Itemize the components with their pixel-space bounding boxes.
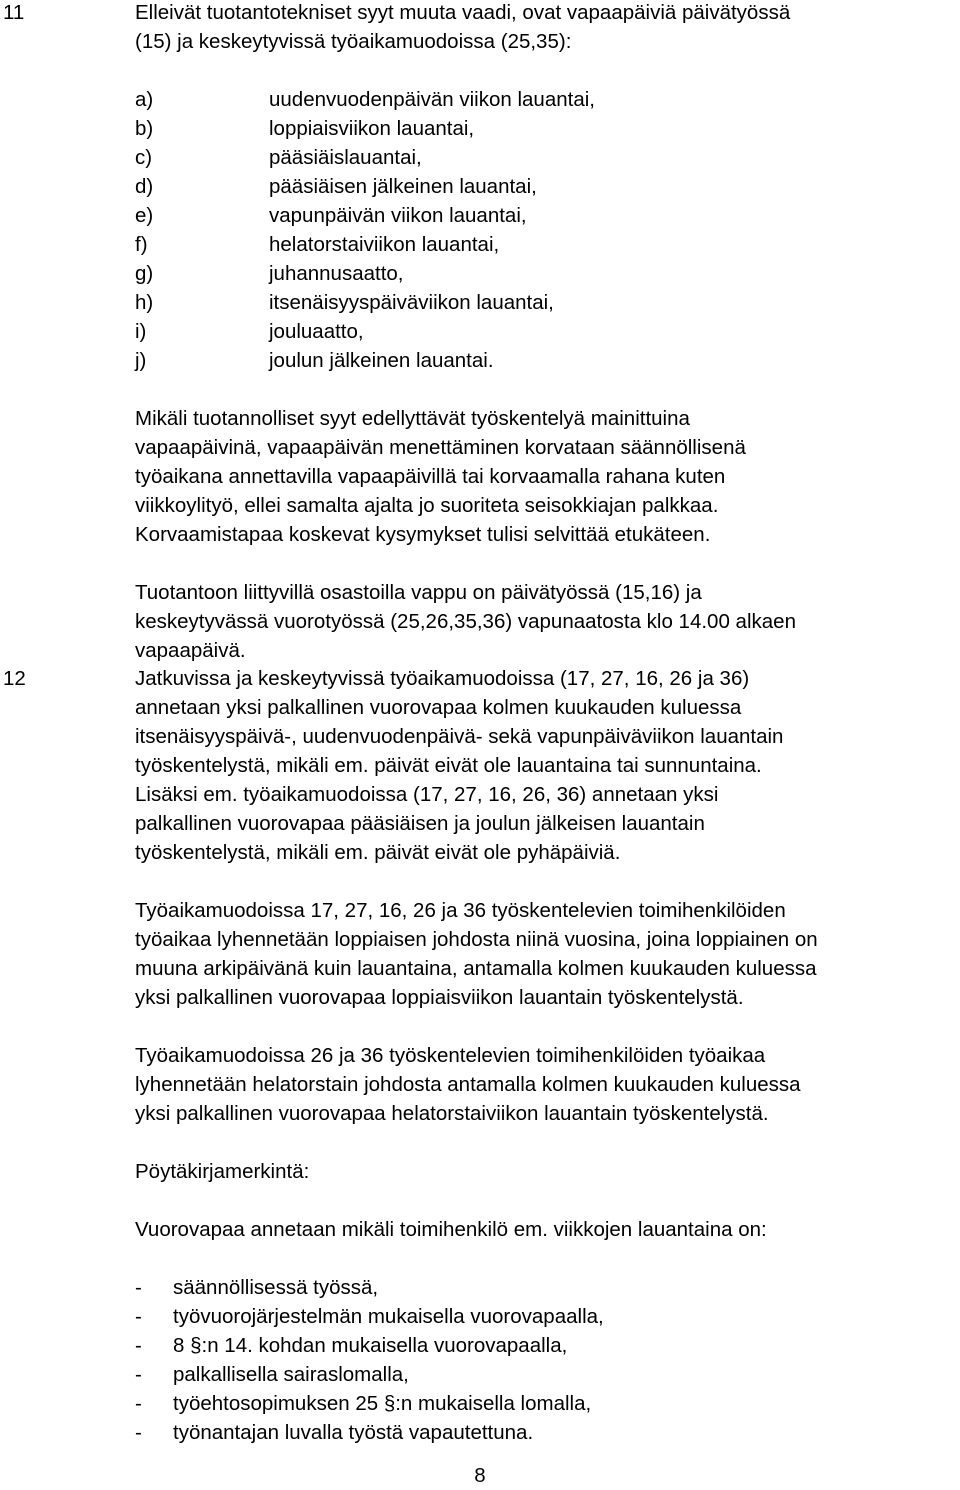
list-item-text: pääsiäisen jälkeinen lauantai, — [269, 175, 537, 198]
list-item-text: helatorstaiviikon lauantai, — [269, 233, 500, 256]
section-11 — [135, 0, 956, 665]
list-item — [135, 1389, 958, 1418]
section-12-number: 12 — [3, 667, 26, 690]
list-item-text: työehtosopimuksen 25 §:n mukaisella lomalla, — [173, 1392, 592, 1415]
list-dash: - — [135, 1363, 142, 1386]
list-item-text: palkallisella sairaslomalla, — [173, 1363, 409, 1386]
section-11-intro-line: (15) ja keskeytyvissä työaikamuodoissa (25,35): — [135, 30, 572, 53]
paragraph-line: Työaikamuodoissa 26 ja 36 työskentelevien toimihenkilöiden työaikaa — [135, 1044, 766, 1067]
note-heading: Pöytäkirjamerkintä: — [135, 1160, 310, 1183]
list-item-text: työvuorojärjestelmän mukaisella vuorovapaalla, — [173, 1305, 604, 1328]
list-item — [135, 1331, 958, 1360]
list-item-text: vapunpäivän viikon lauantai, — [269, 204, 527, 227]
list-item — [135, 114, 956, 143]
list-item — [135, 346, 956, 375]
list-item-label: b) — [135, 117, 154, 140]
list-item — [135, 259, 956, 288]
list-item-label: d) — [135, 175, 154, 198]
paragraph-line: muuna arkipäivänä kuin lauantaina, antamalla kolmen kuukauden kuluessa — [135, 957, 817, 980]
list-item-label: f) — [135, 233, 148, 256]
paragraph-line: vapaapäivinä, vapaapäivän menettäminen korvataan säännöllisenä — [135, 436, 746, 459]
paragraph-line: yksi palkallinen vuorovapaa loppiaisviikon lauantain työskentelystä. — [135, 986, 744, 1009]
list-item-label: h) — [135, 291, 154, 314]
section-11-intro-line: Elleivät tuotantotekniset syyt muuta vaadi, ovat vapaapäiviä päivätyössä — [135, 1, 791, 24]
paragraph-line: Mikäli tuotannolliset syyt edellyttävät työskentelyä mainittuina — [135, 407, 690, 430]
list-dash: - — [135, 1305, 142, 1328]
list-item — [135, 172, 956, 201]
paragraph-line: työskentelystä, mikäli em. päivät eivät ole pyhäpäiviä. — [135, 841, 621, 864]
list-item — [135, 143, 956, 172]
paragraph-line: keskeytyvässä vuorotyössä (25,26,35,36) vapunaatosta klo 14.00 alkaen — [135, 610, 796, 633]
list-item — [135, 288, 956, 317]
list-item — [135, 201, 956, 230]
list-item-label: g) — [135, 262, 154, 285]
list-item-label: i) — [135, 320, 147, 343]
paragraph-line: palkallinen vuorovapaa pääsiäisen ja joulun jälkeisen lauantain — [135, 812, 705, 835]
list-item-label: c) — [135, 146, 153, 169]
list-item-text: loppiaisviikon lauantai, — [269, 117, 475, 140]
list-dash: - — [135, 1421, 142, 1444]
list-item — [135, 1418, 958, 1447]
section-12 — [135, 664, 958, 1447]
list-item-label: j) — [135, 349, 147, 372]
paragraph-line: työskentelystä, mikäli em. päivät eivät ole lauantaina tai sunnuntaina. — [135, 754, 762, 777]
list-item-text: pääsiäislauantai, — [269, 146, 422, 169]
paragraph-line: Tuotantoon liittyvillä osastoilla vappu on päivätyössä (15,16) ja — [135, 581, 702, 604]
list-item-text: työnantajan luvalla työstä vapautettuna. — [173, 1421, 534, 1444]
paragraph-line: Työaikamuodoissa 17, 27, 16, 26 ja 36 työskentelevien toimihenkilöiden — [135, 899, 786, 922]
list-item — [135, 1360, 958, 1389]
paragraph-line: itsenäisyyspäivä-, uudenvuodenpäivä- sekä vapunpäiväviikon lauantain — [135, 725, 784, 748]
paragraph-line: Lisäksi em. työaikamuodoissa (17, 27, 16, 26, 36) annetaan yksi — [135, 783, 719, 806]
paragraph-line: yksi palkallinen vuorovapaa helatorstaiviikon lauantain työskentelystä. — [135, 1102, 769, 1125]
list-item — [135, 1302, 958, 1331]
paragraph-line: lyhennetään helatorstain johdosta antamalla kolmen kuukauden kuluessa — [135, 1073, 801, 1096]
list-item-text: säännöllisessä työssä, — [173, 1276, 379, 1299]
list-dash: - — [135, 1392, 142, 1415]
list-item-text: jouluaatto, — [269, 320, 364, 343]
list-dash: - — [135, 1276, 142, 1299]
section-11-number: 11 — [3, 1, 25, 24]
saturday-list — [135, 85, 956, 375]
list-item — [135, 1273, 958, 1302]
paragraph-line: vapaapäivä. — [135, 639, 246, 662]
list-dash: - — [135, 1334, 142, 1357]
paragraph-line: annetaan yksi palkallinen vuorovapaa kolmen kuukauden kuluessa — [135, 696, 742, 719]
list-item-label: e) — [135, 204, 154, 227]
paragraph-line: työaikana annettavilla vapaapäivillä tai korvaamalla rahana kuten — [135, 465, 726, 488]
list-item-text: 8 §:n 14. kohdan mukaisella vuorovapaalla, — [173, 1334, 568, 1357]
list-item — [135, 85, 956, 114]
list-item — [135, 230, 956, 259]
note-list — [135, 1273, 958, 1447]
paragraph-line: Korvaamistapaa koskevat kysymykset tulisi selvittää etukäteen. — [135, 523, 711, 546]
paragraph-line: viikkoylityö, ellei samalta ajalta jo suoriteta seisokkiajan palkkaa. — [135, 494, 719, 517]
list-item — [135, 317, 956, 346]
list-item-label: a) — [135, 88, 154, 111]
list-item-text: joulun jälkeinen lauantai. — [269, 349, 494, 372]
list-item-text: uudenvuodenpäivän viikon lauantai, — [269, 88, 595, 111]
list-item-text: juhannusaatto, — [269, 262, 404, 285]
note-intro: Vuorovapaa annetaan mikäli toimihenkilö em. viikkojen lauantaina on: — [135, 1218, 767, 1241]
paragraph-line: työaikaa lyhennetään loppiaisen johdosta niinä vuosina, joina loppiainen on — [135, 928, 818, 951]
list-item-text: itsenäisyyspäiväviikon lauantai, — [269, 291, 554, 314]
page-number: 8 — [474, 1464, 486, 1487]
paragraph-line: Jatkuvissa ja keskeytyvissä työaikamuodoissa (17, 27, 16, 26 ja 36) — [135, 667, 750, 690]
